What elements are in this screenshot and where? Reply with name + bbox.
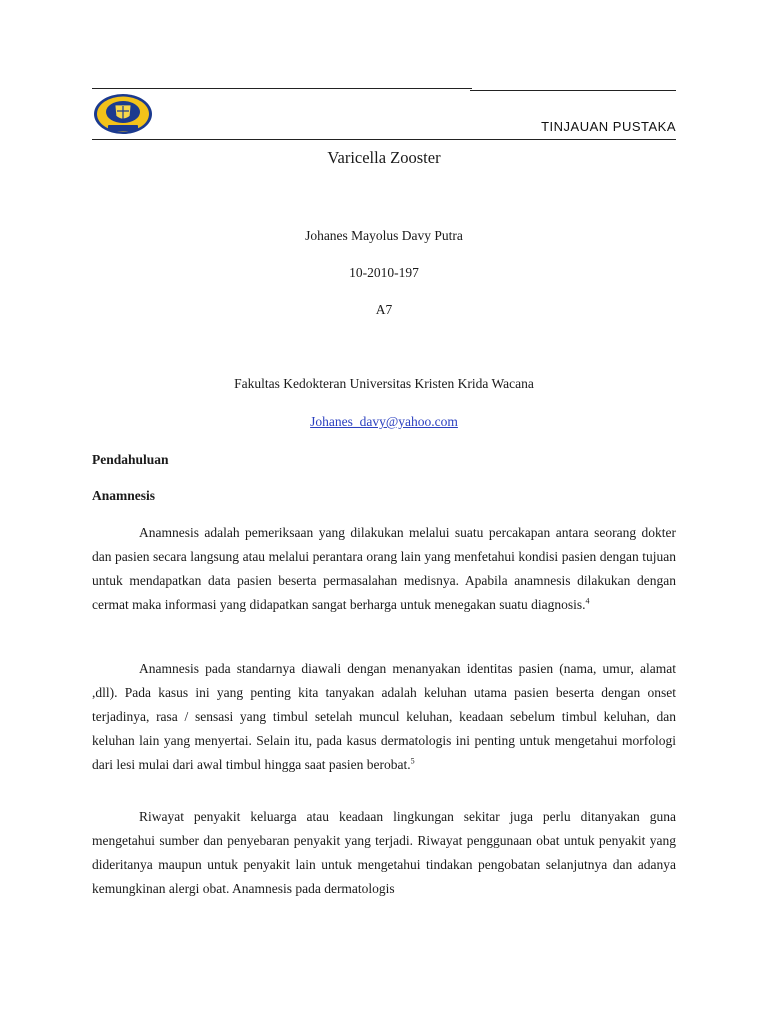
header-tag: TINJAUAN PUSTAKA <box>541 119 676 134</box>
document-title: Varicella Zooster <box>327 148 441 167</box>
paragraph-1 <box>92 521 676 617</box>
email-line <box>92 414 676 430</box>
author-name: Johanes Mayolus Davy Putra <box>305 228 463 243</box>
faculty-name: Fakultas Kedokteran Universitas Kristen Krida Wacana <box>234 376 534 391</box>
paragraph-2-text: Anamnesis pada standarnya diawali dengan menanyakan identitas pasien (nama, umur, alamat ,dll). Pada kasus ini yang penting kita tanyakan adalah keluhan utama pasien beserta dengan onset terjadinya, rasa / sensasi yang timbul setelah muncul keluhan, keadaan sebelum timbul keluhan, dan keluhan lain yang menyertai. Selain itu, pada kasus dermatologis ini penting untuk mengetahui morfologi dari lesi mulai dari awal timbul hingga saat pasien berobat. <box>92 661 676 772</box>
reference-5: 5 <box>410 756 415 766</box>
paragraph-1-text: Anamnesis adalah pemeriksaan yang dilakukan melalui suatu percakapan antara seorang dokter dan pasien secara langsung atau melalui perantara orang lain yang menfetahui kondisi pasien dengan tujuan untuk mendapatkan data pasien beserta permasalahan medisnya. Apabila anamnesis dilakukan dengan cermat maka informasi yang didapatkan sangat berharga untuk menegakan suatu diagnosis. <box>92 525 676 612</box>
student-id: 10-2010-197 <box>349 265 419 280</box>
header-rule-bottom <box>92 139 676 140</box>
university-logo <box>92 92 154 136</box>
header-rule-top-right <box>470 90 676 91</box>
header-rule-top <box>92 88 472 89</box>
email-link[interactable]: Johanes_davy@yahoo.com <box>310 414 458 429</box>
section-heading-anamnesis: Anamnesis <box>92 488 156 503</box>
paragraph-2 <box>92 657 676 777</box>
class-code: A7 <box>375 302 393 317</box>
paragraph-3-text: Riwayat penyakit keluarga atau keadaan lingkungan sekitar juga perlu ditanyakan guna mengetahui sumber dan penyebaran penyakit yang terjadi. Riwayat penggunaan obat untuk penyakit yang dideritanya maupun untuk penyakit lain untuk mengetahui tindakan pengobatan selanjutnya dan adanya kemungkinan alergi obat. Anamnesis pada dermatologis <box>92 809 676 896</box>
paragraph-3 <box>92 805 676 901</box>
reference-4: 4 <box>585 596 590 606</box>
section-heading-intro: Pendahuluan <box>92 452 169 467</box>
